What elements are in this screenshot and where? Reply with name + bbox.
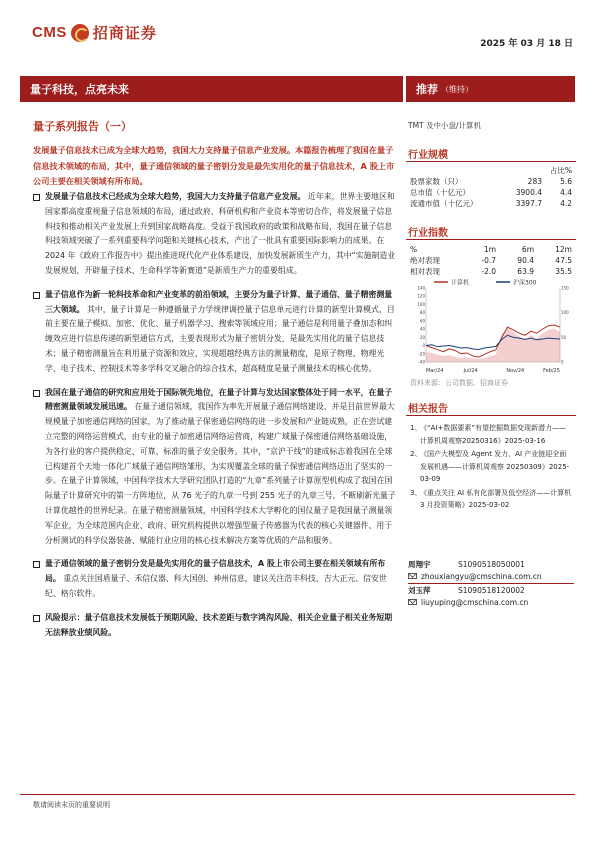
- y-tick-label: 20: [419, 334, 425, 340]
- report-date: 2025 年 03 月 18 日: [480, 39, 573, 49]
- logo-cn-text: 招商证券: [92, 24, 157, 42]
- scale-header-row: [410, 165, 572, 176]
- y-tick-label: 60: [419, 318, 425, 324]
- paragraph-text: 重点关注国盾量子、禾信仪器、科大国创、神州信息，建议关注浩丰科技、吉大正元、信安世纪、格尔软件。: [45, 574, 387, 598]
- analyst-email[interactable]: zhouxiangyu@cmschina.com.cn: [421, 571, 542, 581]
- y-tick-label: 100: [417, 301, 425, 307]
- analyst-cert: S1090518050001: [458, 560, 525, 569]
- bullet-square-icon: [33, 561, 40, 568]
- row-value: 283: [527, 177, 542, 186]
- paragraph-lead: 我国在量子通信的研究和应用处于国际领先地位，在量子计算与发达国家整体处于同一水平，在量子精密测量领域发展迅速。: [45, 387, 393, 412]
- y-tick-label: 120: [417, 293, 425, 299]
- table-row: [410, 266, 572, 277]
- y-tick-label: -20: [418, 351, 425, 357]
- row-value: 3900.4: [515, 188, 542, 197]
- item-number: 1、: [410, 424, 422, 432]
- paragraph-lead: 量子通信领域的量子密钥分发是最先实用化的量子信息技术，A 股上市公司主要在相关领域有所布局。: [45, 559, 386, 584]
- bullet-paragraph: [33, 386, 398, 549]
- related-reports-list: [408, 422, 572, 513]
- rating-text: 推荐: [416, 83, 438, 96]
- item-text: 《“AI+数据要素”有望挖掘数据变现新潜力——计算机周观察20250316》2025-03-16: [420, 424, 566, 445]
- col-header: 6m: [521, 245, 534, 254]
- rating-bar: [406, 76, 575, 102]
- row-share: 5.6: [560, 177, 572, 186]
- bullet-paragraph: [33, 190, 398, 279]
- table-row: [410, 187, 572, 198]
- analyst-row: [408, 559, 574, 571]
- y-right-tick-label: 0: [561, 359, 564, 365]
- bullet-paragraph: [33, 288, 398, 377]
- row-share: 4.4: [560, 188, 572, 197]
- y-tick-label: 40: [419, 326, 425, 332]
- paragraph-lead: 量子信息作为新一轮科技革命和产业变革的前沿领域，主要分为量子计算、量子通信、量子精密测量三大领域。: [45, 289, 393, 314]
- analyst-block: [408, 559, 574, 608]
- mail-icon: [408, 599, 417, 605]
- industry-label: TMT 及中小盘/计算机: [408, 121, 482, 130]
- analyst-name: 周翔宇: [408, 560, 431, 569]
- analyst-email[interactable]: liuyuping@cmschina.com.cn: [421, 597, 529, 607]
- row-value: -0.7: [481, 256, 496, 265]
- footer-note: 敬请阅读末页的重要说明: [33, 801, 110, 809]
- item-number: 2、: [410, 450, 422, 458]
- row-share: 4.2: [560, 199, 572, 208]
- row-label: 股票家数（只）: [410, 177, 463, 186]
- analyst-email-row[interactable]: [408, 571, 574, 583]
- footer-divider: [20, 794, 575, 795]
- item-text: 《国产大模型及 Agent 发力，AI 产业链迎全面发展机遇——计算机周观察 20250309》2025-03-09: [420, 450, 570, 483]
- x-tick-label: Jul/24: [463, 368, 478, 374]
- row-value: 63.9: [517, 267, 534, 276]
- industry-index-table: [410, 244, 572, 277]
- row-label: 绝对表现: [410, 256, 440, 265]
- table-row: [410, 255, 572, 266]
- index-chart-svg: [412, 278, 572, 374]
- y-tick-label: 140: [417, 285, 425, 291]
- analyst-name: 刘玉萍: [408, 586, 431, 595]
- report-body: [33, 190, 398, 649]
- relative-area: [426, 327, 560, 362]
- bullet-paragraph: [33, 557, 398, 601]
- row-label: 流通市值（十亿元）: [410, 199, 478, 208]
- legend-label: 计算机: [451, 279, 470, 287]
- row-label: 相对表现: [410, 267, 440, 276]
- analyst-email-row[interactable]: [408, 597, 574, 609]
- y-tick-label: 0: [422, 343, 425, 349]
- paragraph-lead: 发展量子信息技术已经成为全球大趋势，我国大力支持量子信息产业发展。: [45, 192, 306, 201]
- rating-sub: （维持）: [441, 84, 473, 94]
- bullet-square-icon: [33, 615, 40, 622]
- paragraph-lead: 风险提示：量子信息技术发展低于预期风险、技术差距与数字鸿沟风险、相关企业量子相关业务短期无法释放业绩风险。: [45, 612, 393, 637]
- headline-text: 量子科技，点亮未来: [30, 83, 129, 96]
- divider: [408, 583, 574, 584]
- y-right-tick-label: 50: [561, 334, 567, 340]
- col-header: %: [410, 245, 418, 254]
- related-report-item[interactable]: [408, 487, 572, 512]
- y-tick-label: -40: [418, 359, 425, 365]
- related-reports-heading: 相关报告: [406, 400, 576, 416]
- industry-index-heading: 行业指数: [406, 224, 576, 240]
- mail-icon: [408, 573, 417, 579]
- index-header-row: [410, 244, 572, 255]
- x-tick-label: Nov/24: [506, 368, 525, 374]
- legend-label: 沪深300: [513, 279, 537, 287]
- logo-cms-text: CMS: [32, 24, 67, 41]
- row-value: -2.0: [481, 267, 496, 276]
- report-title: 量子系列报告（一）: [33, 120, 132, 133]
- row-value: 3397.7: [515, 199, 542, 208]
- index-chart: [412, 278, 572, 374]
- risk-paragraph: [33, 611, 398, 641]
- analyst-cert: S1090518120002: [458, 586, 525, 595]
- row-value: 90.4: [517, 256, 534, 265]
- page-header: [0, 0, 595, 60]
- industry-scale-table: [410, 165, 572, 209]
- bullet-square-icon: [33, 390, 40, 397]
- row-value: 35.5: [555, 267, 572, 276]
- table-row: [410, 176, 572, 187]
- x-tick-label: Mar/24: [426, 368, 444, 374]
- bullet-square-icon: [33, 292, 40, 299]
- item-text: 《重点关注 AI 私有化部署及低空经济——计算机 3 月投资策略》2025-03-02: [420, 488, 572, 509]
- chart-source: 资料来源：公司数据、招商证券: [410, 379, 508, 387]
- analyst-row: [408, 585, 574, 597]
- scale-col-header: 占比%: [549, 166, 572, 175]
- y-right-tick-label: 150: [561, 285, 569, 291]
- headline-bar: [20, 76, 403, 102]
- abstract: 发展量子信息技术已成为全球大趋势，我国大力支持量子信息产业发展。本篇报告梳理了我国在量子信息技术领域的布局，其中，量子通信领域的量子密钥分发是最先实用化的量子信息技术，A 股上市公司主要在相关领域有所布局。: [33, 145, 395, 186]
- item-number: 3、: [410, 488, 422, 497]
- paragraph-text: 近年来，世界主要地区和国家都高度重视量子信息领域的布局，通过政府、科研机构和产业资本等密切合作，将发展量子信息科技和推动相关产业发展上升到国家战略高度。受益于我国政府的政策和战略布局，我国在量子信息科技领域突破了一系列重要科学问题和关键核心技术，产出了一批具有重要国际影响力的成果。在 2024 年《政府工作报告中》提出推进现代化产业体系建设，加快发展新质生产力，其中“实施制造业发展规划，开辟量子技术、生命科学等新赛道”是新质生产力的重要组成。: [45, 192, 396, 275]
- y-tick-label: 80: [419, 310, 425, 316]
- row-label: 总市值（十亿元）: [410, 188, 470, 197]
- bullet-square-icon: [33, 194, 40, 201]
- paragraph-text: 在量子通信领域，我国作为率先开展量子通信网络建设、并是目前世界最大规模量子加密通信网络的国家，为了推动量子保密通信网络的进一步发展和产业链成熟，正在尝试建立完整的网络运营模式，由专业的量子加密通信网络运营商，构建广域量子保密通信网络基础设施，为各行业的客户提供稳定、可靠、标准的量子安全服务。其中，“京沪干线”的建成标志着我国在全球已构建首个天地一体化广域量子通信网络雏形，为实现覆盖全球的量子保密通信网络迈出了坚实的一步。在量子计算领域，中国科学技术大学研究团队打造的“九章”系列量子计算原型机构成了我国在国际量子计算研究中的第一方阵地位，从 76 光子的九章一号到 255 光子的九章三号，不断刷新光量子计算优越性的世界纪录。在量子精密测量领域，中国科学技术大学孵化的国仪量子是我国量子测量领军企业，为全球范围内企业、政府、研究机构提供以增强型量子传感器为代表的核心关键器件、用于分析测试的科学仪器装备、赋能行业应用的核心技术解决方案等优质的产品和服务。: [45, 402, 396, 545]
- x-tick-label: Feb/25: [543, 368, 560, 374]
- cms-logo: [32, 22, 157, 43]
- paragraph-text: 其中，量子计算是一种遵循量子力学规律调控量子信息单元进行计算的新型计算模式，目前主要在量子模拟、加密、优化、量子机器学习、搜索等领域应用；量子通信是利用量子叠加态和纠缠效应进行信息传递的新型通信方式，主要表现形式为量子密钥分发，是最先实用化的量子信息技术；量子精密测量旨在利用量子资源和效应，实现超越经典方法的测量精度，是原子物理、物理光学、电子技术、控制技术等多学科交叉融合的综合技术，超高精度是量子测量技术的核心优势。: [45, 304, 395, 373]
- row-value: 47.5: [555, 256, 572, 265]
- related-report-item[interactable]: [408, 422, 572, 447]
- related-report-item[interactable]: [408, 448, 572, 486]
- col-header: 1m: [483, 245, 496, 254]
- col-header: 12m: [555, 245, 572, 254]
- y-right-tick-label: 100: [561, 310, 569, 316]
- logo-emblem-icon: [71, 24, 89, 42]
- industry-scale-heading: 行业规模: [406, 146, 576, 162]
- table-row: [410, 198, 572, 209]
